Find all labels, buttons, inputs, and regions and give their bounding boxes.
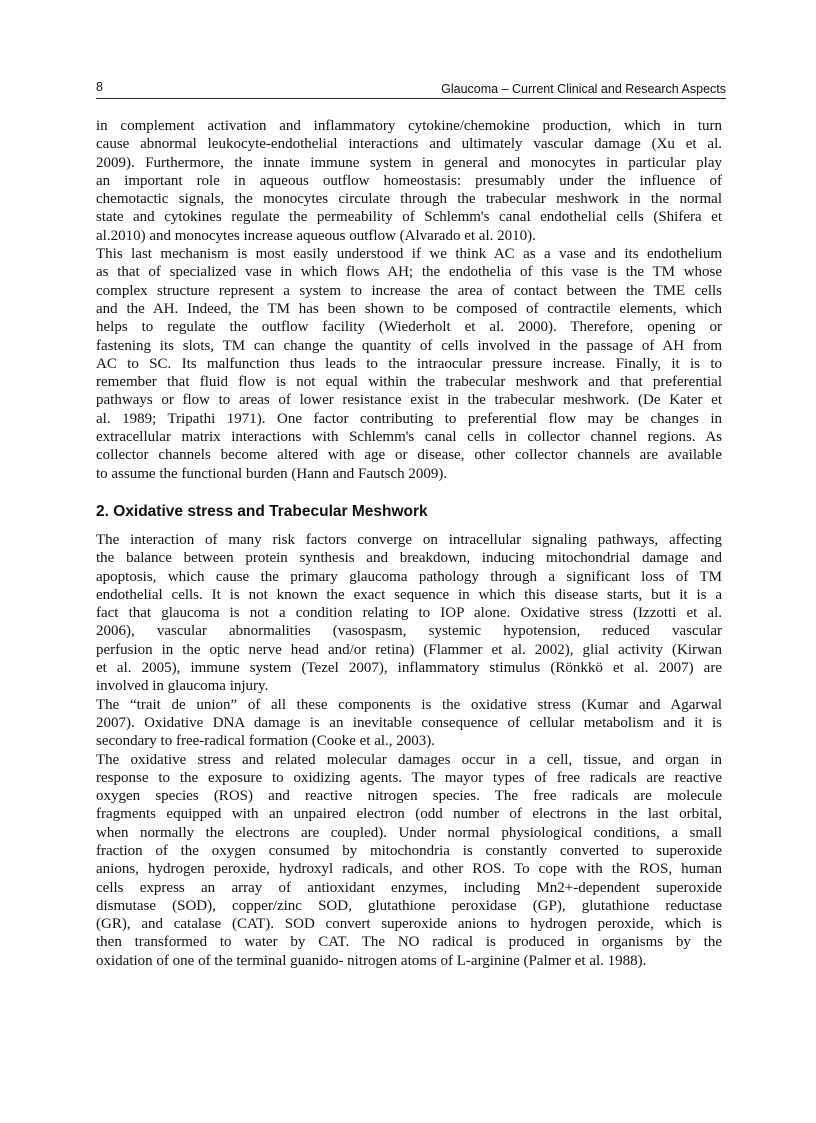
text-line: response to the exposure to oxidizing agents. The mayor types of free radicals are reactive xyxy=(96,769,722,786)
text-line: AC to SC. Its malfunction thus leads to the intraocular pressure increase. Finally, it is to xyxy=(96,355,722,372)
text-line: The interaction of many risk factors converge on intracellular signaling pathways, affecting xyxy=(96,531,722,548)
text-line: cause abnormal leukocyte-endothelial interactions and ultimately vascular damage (Xu et al. xyxy=(96,136,722,153)
page-number: 8 xyxy=(96,80,103,94)
text-line: al. 1989; Tripathi 1971). One factor contributing to preferential flow may be changes in xyxy=(96,410,722,427)
text-line: secondary to free-radical formation (Cooke et al., 2003). xyxy=(96,733,436,750)
text-line: oxidation of one of the terminal guanido- nitrogen atoms of L-arginine (Palmer et al. 1988). xyxy=(96,952,647,969)
text-line: anions, hydrogen peroxide, hydroxyl radicals, and other ROS. To cope with the ROS, human xyxy=(96,861,722,878)
running-header xyxy=(96,80,726,99)
text-line: 2006), vascular abnormalities (vasospasm, systemic hypotension, reduced vascular xyxy=(96,623,722,640)
text-line: et al. 2005), immune system (Tezel 2007), inflammatory stimulus (Rönkkö et al. 2007) are xyxy=(96,660,722,677)
text-line: This last mechanism is most easily understood if we think AC as a vase and its endothelium xyxy=(96,246,722,263)
paragraph xyxy=(96,751,722,971)
text-line: (GR), and catalase (CAT). SOD convert superoxide anions to hydrogen peroxide, which is xyxy=(96,916,722,933)
text-line: as that of specialized vase in which flows AH; the endothelia of this vase is the TM whose xyxy=(96,264,722,281)
text-line: the balance between protein synthesis and breakdown, inducing mitochondrial damage and xyxy=(96,550,722,567)
text-line: remember that fluid flow is not equal within the trabecular meshwork and that preferential xyxy=(96,374,722,391)
text-line: and the AH. Indeed, the TM has been shown to be composed of contractile elements, which xyxy=(96,300,722,317)
text-line: fact that glaucoma is not a condition relating to IOP alone. Oxidative stress (Izzotti et al. xyxy=(96,605,722,622)
text-line: The oxidative stress and related molecular damages occur in a cell, tissue, and organ in xyxy=(96,751,722,768)
paragraph xyxy=(96,531,722,696)
text-line: dismutase (SOD), copper/zinc SOD, glutathione peroxidase (GP), glutathione reductase xyxy=(96,897,722,914)
text-line: endothelial cells. It is not known the exact sequence in which this disease starts, but it is a xyxy=(96,586,722,603)
text-line: pathways or flow to areas of lower resistance exist in the trabecular meshwork. (De Kater et xyxy=(96,392,722,409)
text-line: fraction of the oxygen consumed by mitochondria is constantly converted to superoxide xyxy=(96,842,722,859)
text-line: perfusion in the optic nerve head and/or retina) (Flammer et al. 2002), glial activity (Kirwan xyxy=(96,641,722,658)
text-line: in complement activation and inflammatory cytokine/chemokine production, which in turn xyxy=(96,118,722,134)
paragraph xyxy=(96,245,722,483)
text-line: complex structure represent a system to increase the area of contact between the TME cells xyxy=(96,282,722,299)
text-line: helps to regulate the outflow facility (Wiederholt et al. 2000). Therefore, opening or xyxy=(96,319,722,336)
text-line: collector channels become altered with age or disease, other collector channels are available xyxy=(96,447,722,464)
text-line: an important role in aqueous outflow homeostasis: presumably under the influence of xyxy=(96,172,722,189)
text-line: extracellular matrix interactions with Schlemm's canal cells in collector channel regions. As xyxy=(96,429,722,446)
paragraph xyxy=(96,696,722,751)
text-line: apoptosis, which cause the primary glaucoma pathology through a significant loss of TM xyxy=(96,568,722,585)
text-line: involved in glaucoma injury. xyxy=(96,678,269,695)
text-line: fragments equipped with an unpaired electron (odd number of electrons in the last orbital, xyxy=(96,806,722,823)
paragraph xyxy=(96,117,722,245)
text-line: 2007). Oxidative DNA damage is an inevitable consequence of cellular metabolism and it is xyxy=(96,714,722,731)
text-line: oxygen species (ROS) and reactive nitrogen species. The free radicals are molecule xyxy=(96,788,722,805)
running-title: Glaucoma – Current Clinical and Research Aspects xyxy=(441,82,726,96)
text-line: when normally the electrons are coupled). Under normal physiological conditions, a small xyxy=(96,824,722,841)
text-line: to assume the functional burden (Hann and Fautsch 2009). xyxy=(96,465,448,482)
page-body xyxy=(96,117,722,970)
text-line: al.2010) and monocytes increase aqueous outflow (Alvarado et al. 2010). xyxy=(96,227,536,244)
text-line: 2009). Furthermore, the innate immune system in general and monocytes in particular play xyxy=(96,154,722,171)
text-line: state and cytokines regulate the permeability of Schlemm's canal endothelial cells (Shifera et xyxy=(96,209,722,226)
text-line: fastening its slots, TM can change the quantity of cells involved in the passage of AH from xyxy=(96,337,722,354)
text-line: cells express an array of antioxidant enzymes, including Mn2+-dependent superoxide xyxy=(96,879,722,896)
text-line: then transformed to water by CAT. The NO radical is produced in organisms by the xyxy=(96,934,722,951)
section-heading: 2. Oxidative stress and Trabecular Meshwork xyxy=(96,502,428,520)
text-line: chemotactic signals, the monocytes circulate through the trabecular meshwork in the normal xyxy=(96,191,722,208)
text-line: The “trait de union” of all these components is the oxidative stress (Kumar and Agarwal xyxy=(96,696,722,713)
